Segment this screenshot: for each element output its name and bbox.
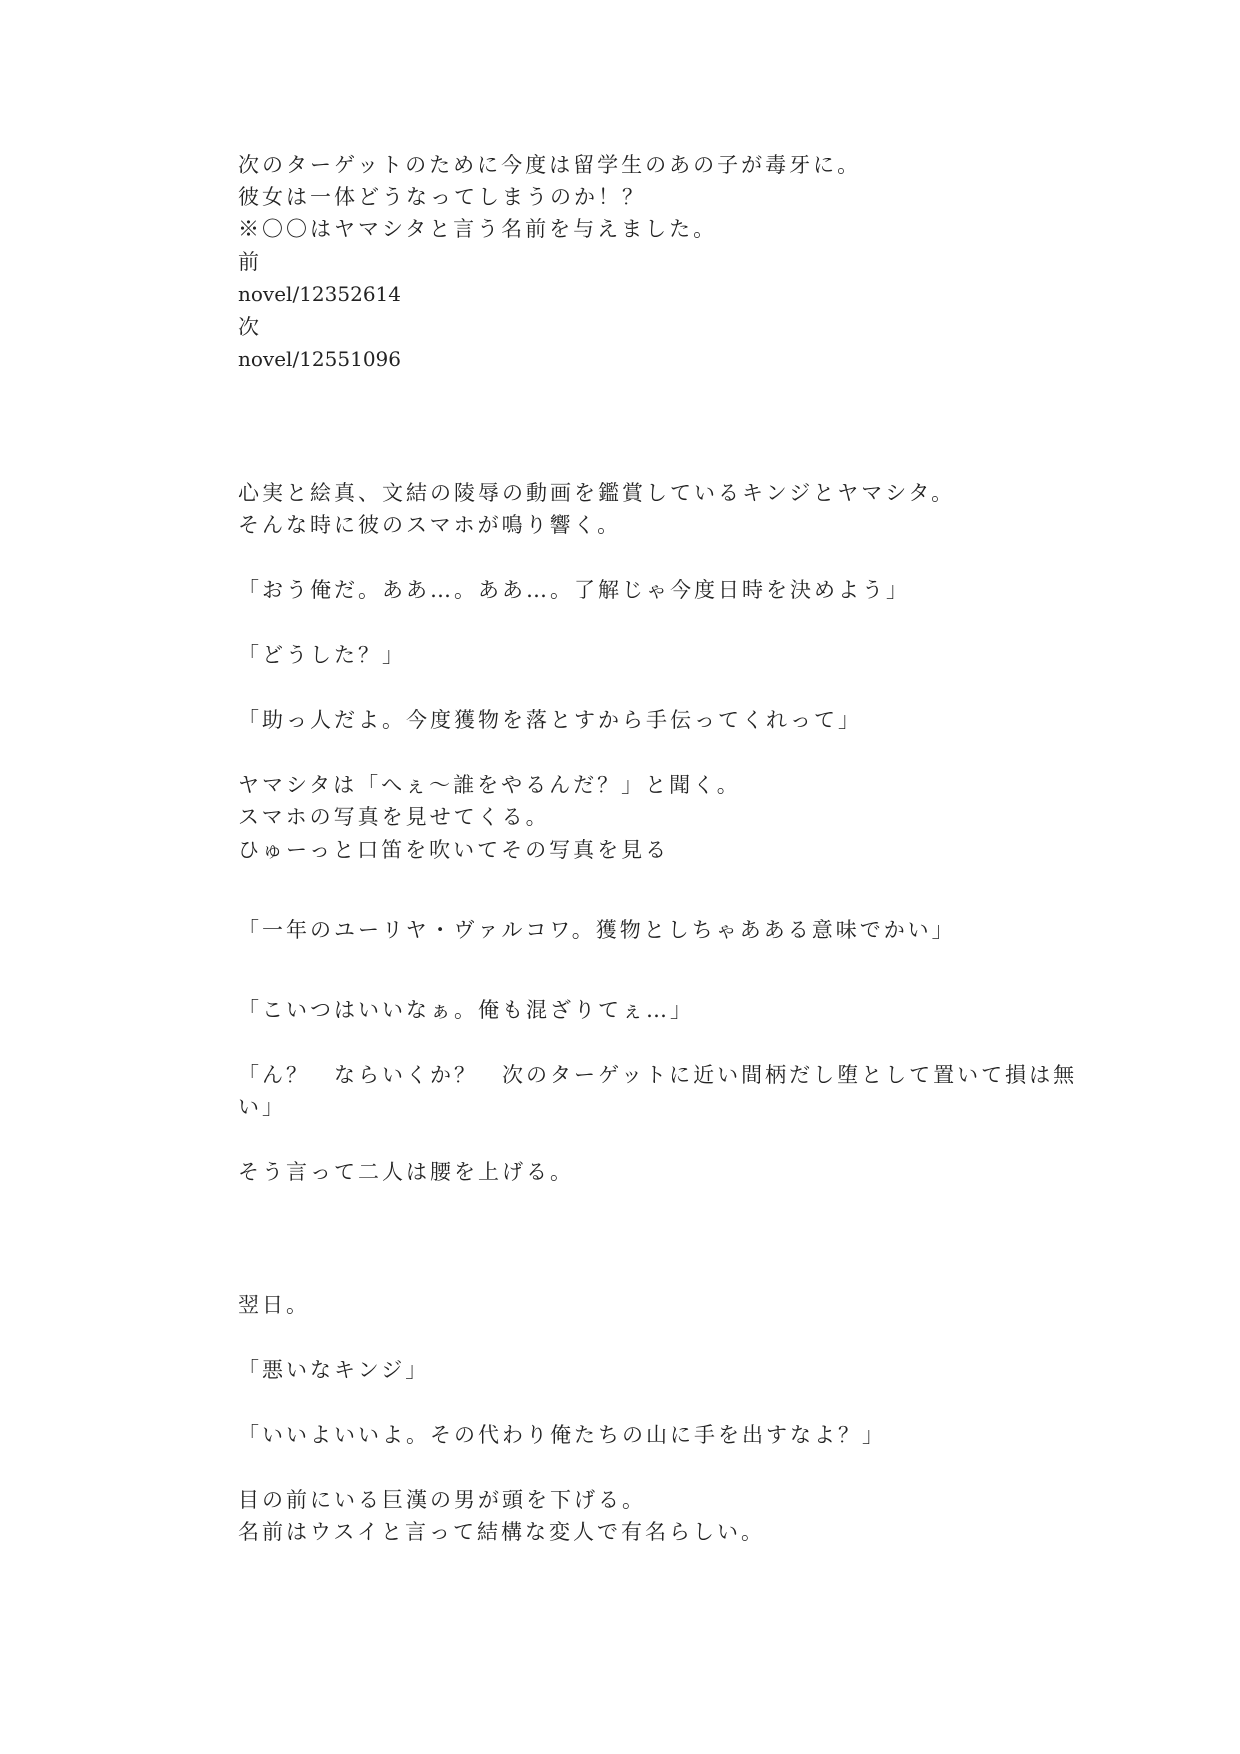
link-text: novel/12352614	[238, 282, 401, 306]
text-line: 心実と絵真、文結の陵辱の動画を鑑賞しているキンジとヤマシタ。	[238, 481, 956, 505]
dialogue-line: 「どうした？」	[238, 643, 406, 667]
text-line: スマホの写真を見せてくる。	[238, 805, 550, 829]
text-line: ※〇〇はヤマシタと言う名前を与えました。	[238, 217, 718, 241]
link-text: novel/12551096	[238, 347, 401, 371]
text-line: ひゅーっと口笛を吹いてその写真を見る	[238, 838, 670, 862]
dialogue-line: 「いいよいいよ。その代わり俺たちの山に手を出すなよ？」	[238, 1423, 886, 1447]
dialogue-line: 「こいつはいいなぁ。俺も混ざりてぇ…」	[238, 998, 694, 1022]
dialogue-line: 「おう俺だ。ああ…。ああ…。了解じゃ今度日時を決めよう」	[238, 578, 910, 602]
text-line: 目の前にいる巨漢の男が頭を下げる。	[238, 1488, 646, 1512]
dialogue-line: い」	[238, 1095, 286, 1119]
text-line: そう言って二人は腰を上げる。	[238, 1160, 574, 1184]
text-line: 次	[238, 315, 262, 339]
text-line: 名前はウスイと言って結構な変人で有名らしい。	[238, 1520, 765, 1544]
text-line: ヤマシタは「へぇ～誰をやるんだ？」と聞く。	[238, 773, 741, 797]
dialogue-line: 「一年のユーリヤ・ヴァルコワ。獲物としちゃあある意味でかい」	[238, 918, 956, 942]
text-line: 翌日。	[238, 1293, 310, 1317]
dialogue-line: 「悪いなキンジ」	[238, 1358, 430, 1382]
dialogue-line: 「助っ人だよ。今度獲物を落とすから手伝ってくれって」	[238, 708, 862, 732]
dialogue-line: 「ん？ ならいくか？ 次のターゲットに近い間柄だし堕として置いて損は無	[238, 1063, 1078, 1087]
text-line: 次のターゲットのために今度は留学生のあの子が毒牙に。	[238, 153, 862, 177]
text-line: 前	[238, 250, 262, 274]
text-line: 彼女は一体どうなってしまうのか！？	[238, 185, 646, 209]
text-line: そんな時に彼のスマホが鳴り響く。	[238, 513, 622, 537]
